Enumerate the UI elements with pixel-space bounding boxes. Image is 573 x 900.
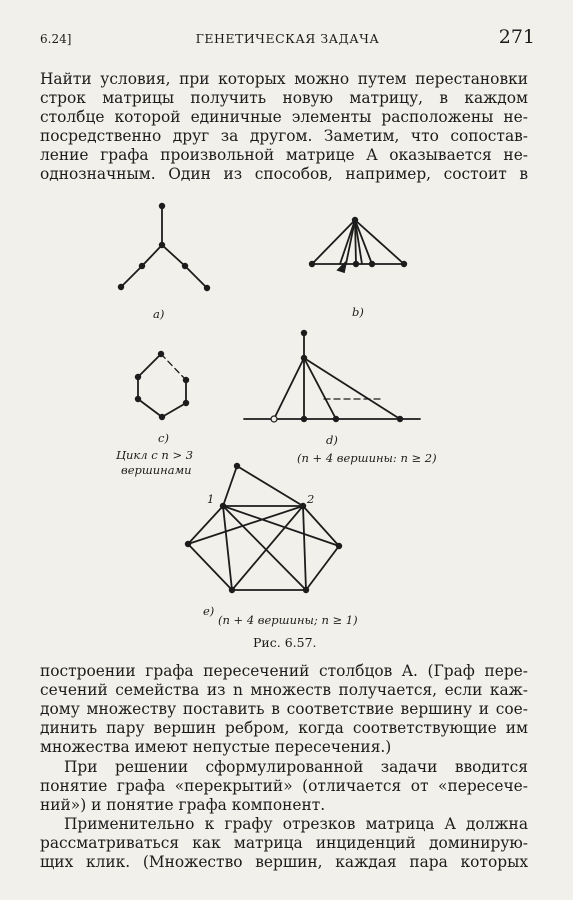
vertex-label-1: 1 [207, 492, 215, 506]
figure-6-57 [0, 190, 573, 660]
page-header [40, 26, 535, 54]
text-line: рассматриваться как матрица инциденций доминирую- [40, 834, 528, 852]
text-line: ление графа произвольной матрице A оказывается не- [40, 146, 528, 164]
graph-vertices [118, 203, 407, 593]
paragraph-intro [40, 70, 528, 184]
figure-caption: Рис. 6.57. [253, 635, 317, 650]
label-e-note: (n + 4 вершины; n ≥ 1) [218, 613, 358, 627]
text-line: понятие графа «перекрытий» (отличается от «пересече- [40, 777, 528, 795]
label-d-note: (n + 4 вершины: n ≥ 2) [297, 451, 437, 465]
text-line: ний») и понятие графа компонент. [40, 796, 326, 814]
graph-c [138, 354, 186, 417]
page-number: 271 [498, 26, 535, 48]
text-line: щих клик. (Множество вершин, каждая пара которых [40, 853, 528, 871]
text-line: При решении сформулированной задачи вводится [64, 758, 528, 776]
text-line: строк матрицы получить новую матрицу, в каждом [40, 89, 528, 107]
paragraph-segment-graph [40, 815, 528, 872]
text-line: столбце которой единичные элементы расположены не- [40, 108, 528, 126]
label-a: a) [153, 307, 165, 321]
label-c: c) [158, 431, 169, 445]
label-e: e) [203, 604, 215, 618]
text-line: множества имеют непустые пересечения.) [40, 738, 392, 756]
text-line: посредственно друг за другом. Заметим, что сопостав- [40, 127, 528, 145]
section-number: 6.24] [40, 32, 72, 46]
paragraph-intersection-graph [40, 662, 528, 757]
graph-e [188, 466, 339, 590]
label-c-desc-2: вершинами [121, 463, 192, 477]
text-line: Найти условия, при которых можно путем перестановки [40, 70, 528, 88]
text-line: Применительно к графу отрезков матрица A должна [64, 815, 528, 833]
label-d: d) [326, 433, 338, 447]
running-title: ГЕНЕТИЧЕСКАЯ ЗАДАЧА [195, 31, 380, 46]
text-line: дому множеству поставить в соответствие вершину и сое- [40, 700, 528, 718]
label-b: b) [352, 305, 364, 319]
vertex-label-2: 2 [307, 492, 315, 506]
text-line: построении графа пересечений столбцов A. (Граф пере- [40, 662, 528, 680]
label-c-desc-1: Цикл с n > 3 [116, 448, 194, 462]
text-line: сечений семейства из n множеств получается, если каж- [40, 681, 528, 699]
graph-d [244, 333, 420, 419]
text-line: динить пару вершин ребром, когда соответствующие им [40, 719, 528, 737]
text-line: однозначным. Один из способов, например, состоит в [40, 165, 528, 183]
paragraph-overlap-graph [40, 758, 528, 815]
